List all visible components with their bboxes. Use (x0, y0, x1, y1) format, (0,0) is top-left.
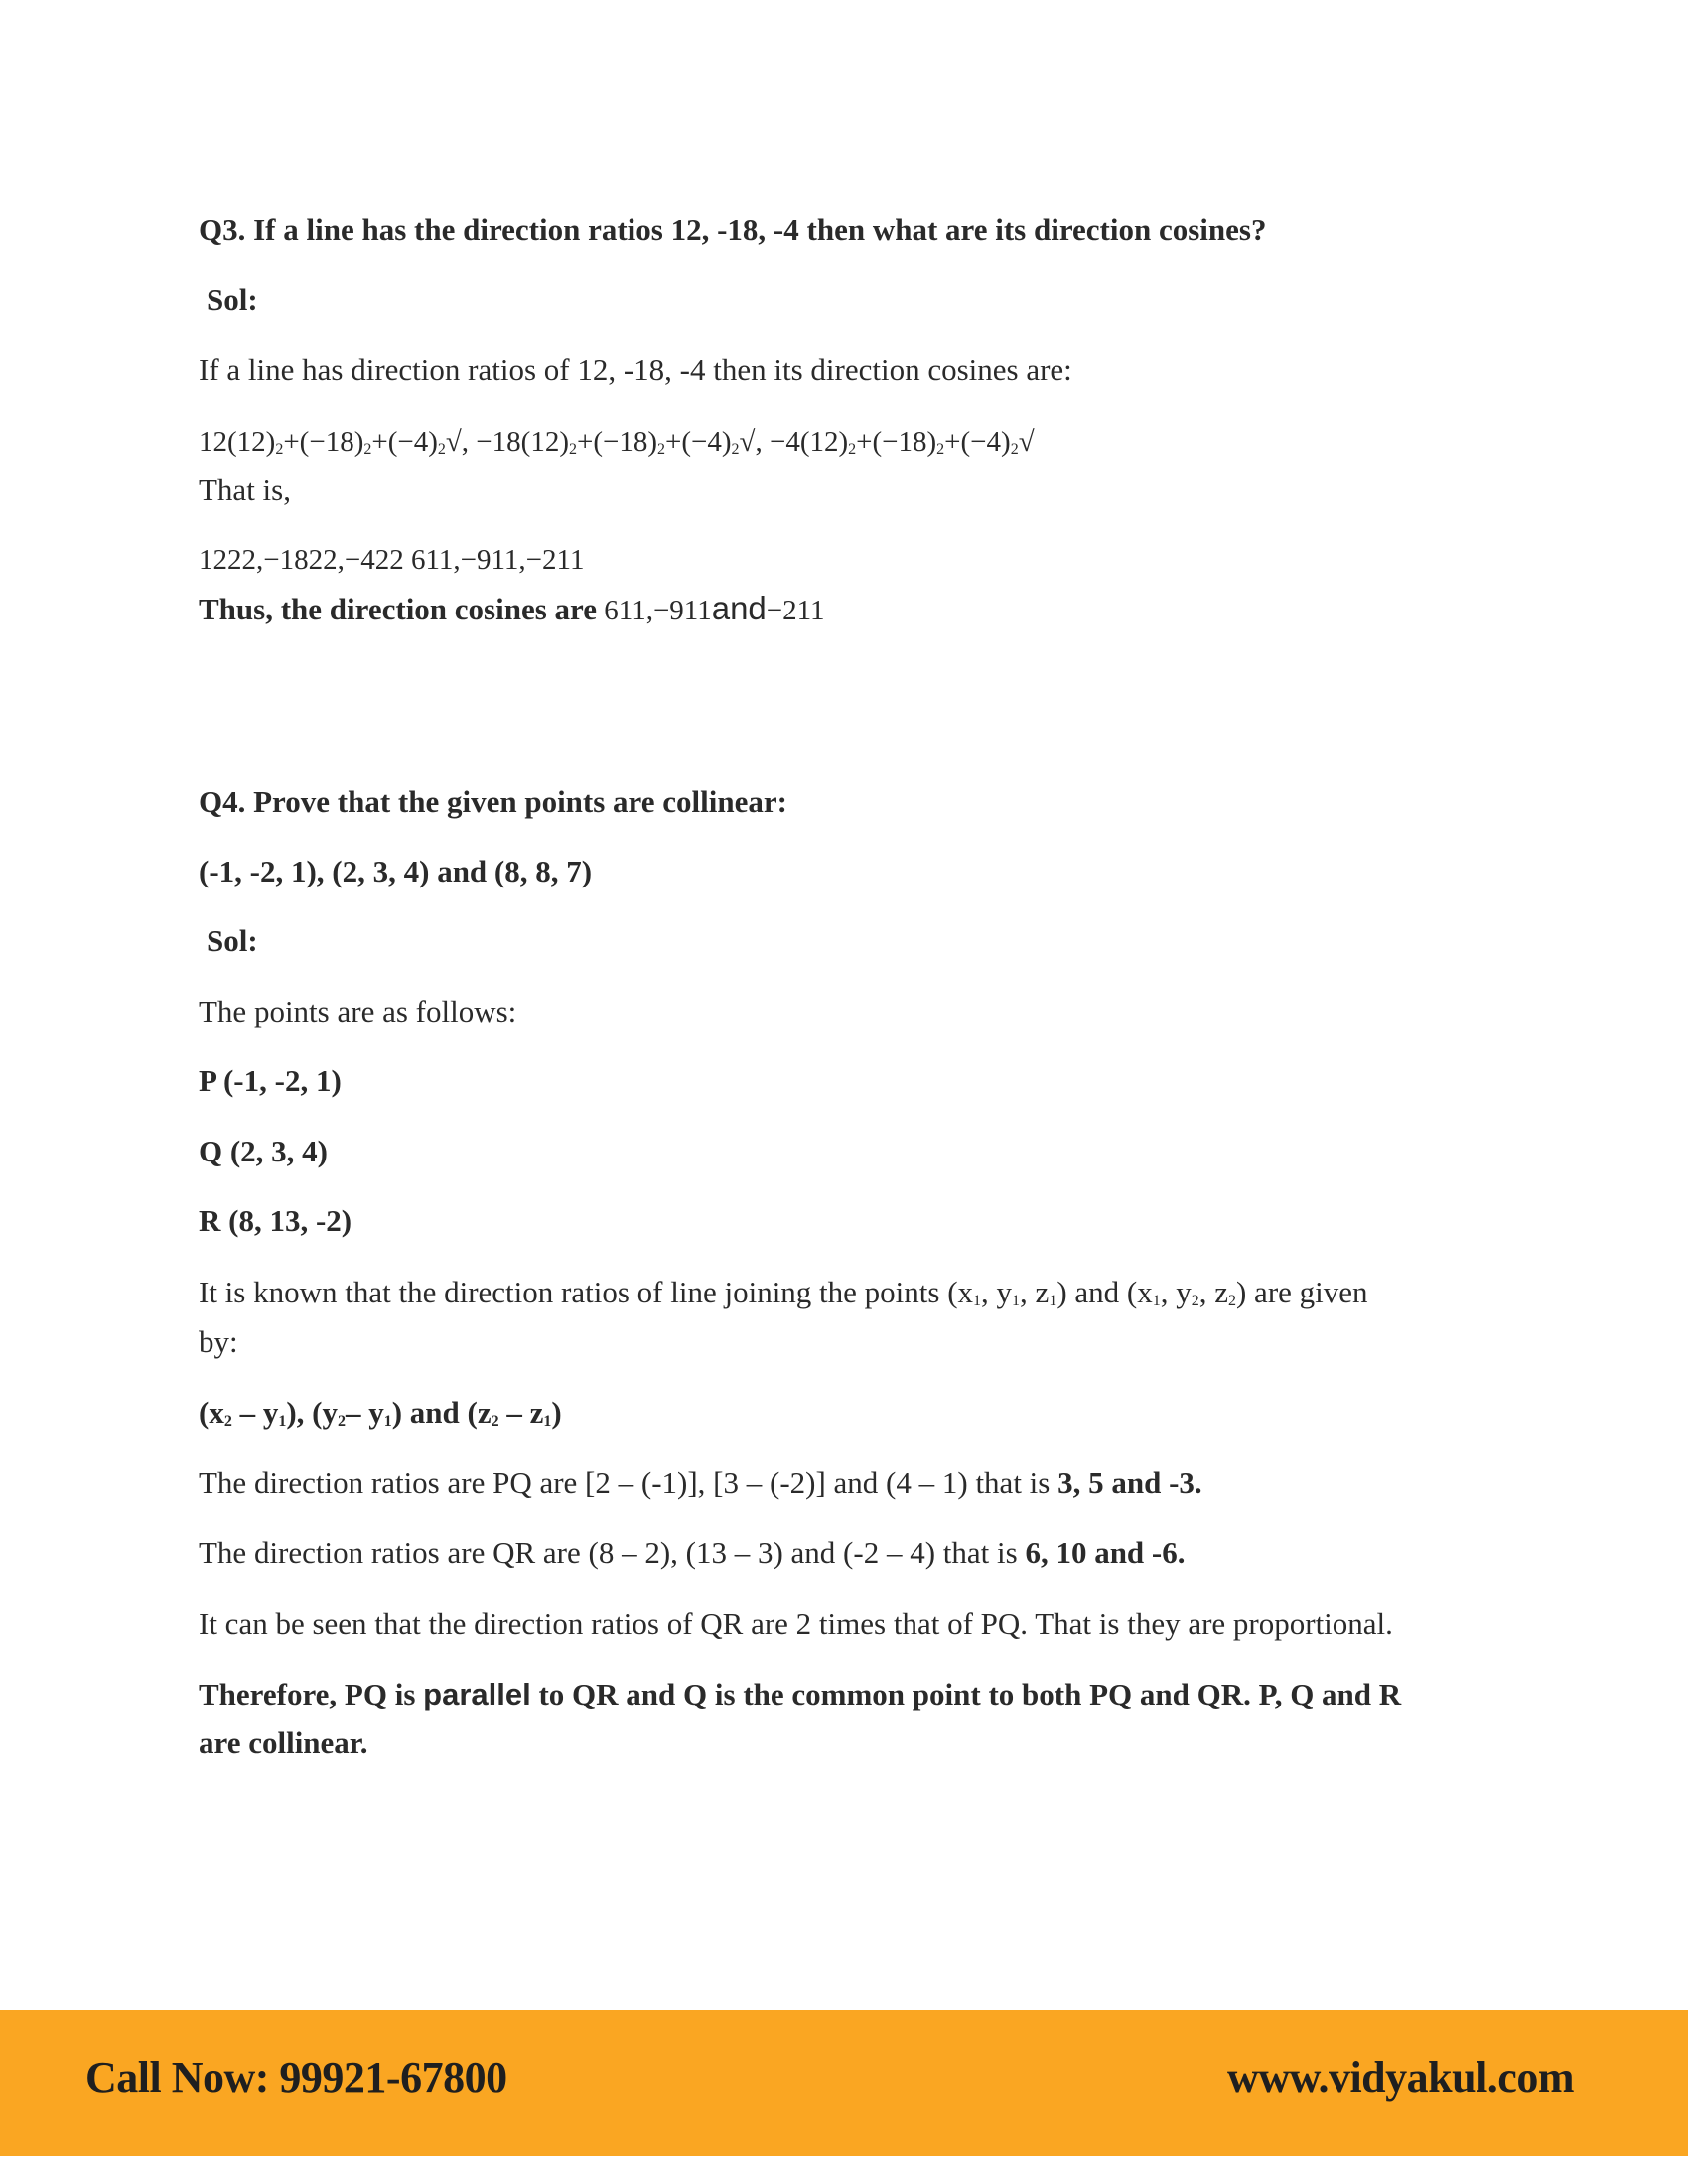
q4-therefore: Therefore, PQ is parallel to QR and Q is the common point to both PQ and QR. P, Q and R (199, 1677, 1402, 1711)
q4-known-statement-cont: by: (199, 1324, 238, 1359)
footer-banner (0, 2010, 1688, 2156)
q4-formula: $(x_2 - y_1)$, ($y_2-$ $y_1$) and $(z_2 - z_1)$ (199, 1395, 562, 1430)
website-link[interactable]: www.vidyakul.com (1227, 2053, 1574, 2102)
q4-proportional: It can be seen that the direction ratios of QR are 2 times that of PQ. That is they are proportional. (199, 1606, 1393, 1641)
q3-sol-label: Sol: (207, 282, 258, 317)
call-now-text: Call Now: 99921-67800 (85, 2053, 507, 2102)
q4-question: Q4. Prove that the given points are collinear: (199, 784, 787, 819)
q4-points-line: (-1, -2, 1), (2, 3, 4) and (8, 8, 7) (199, 854, 593, 888)
q4-sol-label: Sol: (207, 923, 258, 958)
page-bottom-margin (0, 2156, 1688, 2184)
q3-question: Q3. If a line has the direction ratios 12, -18, -4 then what are its direction cosines? (199, 212, 1267, 247)
q4-qr-ratios: The direction ratios are QR are (8 – 2), (13 – 3) and (-2 – 4) that is 6, 10 and -6. (199, 1535, 1186, 1570)
q4-pq-ratios: The direction ratios are PQ are [2 – (-1)], [3 – (-2)] and (4 – 1) that is 3, 5 and -3. (199, 1465, 1202, 1500)
parallel-word: parallel (423, 1677, 531, 1711)
q3-expression-1: $12(12)_2+(-18)_2+(-4)_2√$, $-18(12)_2+(-18)_2+(-4)_2√$, $-4(12)_2+(-18)_2+(-4)_2√$ (199, 426, 1035, 458)
q3-expression-2: 1222,−1822,−422 611,−911,−211 (199, 544, 585, 576)
q4-point-r: R (8, 13, -2) (199, 1203, 352, 1238)
q4-intro: The points are as follows: (199, 994, 517, 1028)
q4-point-p: P (-1, -2, 1) (199, 1063, 342, 1098)
q4-point-q: Q (2, 3, 4) (199, 1134, 329, 1168)
q3-intro: If a line has direction ratios of 12, -18, -4 then its direction cosines are: (199, 352, 1072, 387)
q3-conclusion: Thus, the direction cosines are 611,−911and−211 (199, 590, 825, 626)
q3-that-is: That is, (199, 473, 291, 507)
q4-known-statement: It is known that the direction ratios of line joining the points ($x_1$, $y_1$, $z_1$) and ($x_1$, $y_2$, $z_2$) are given (199, 1275, 1368, 1309)
q4-therefore-cont: are collinear. (199, 1725, 368, 1760)
